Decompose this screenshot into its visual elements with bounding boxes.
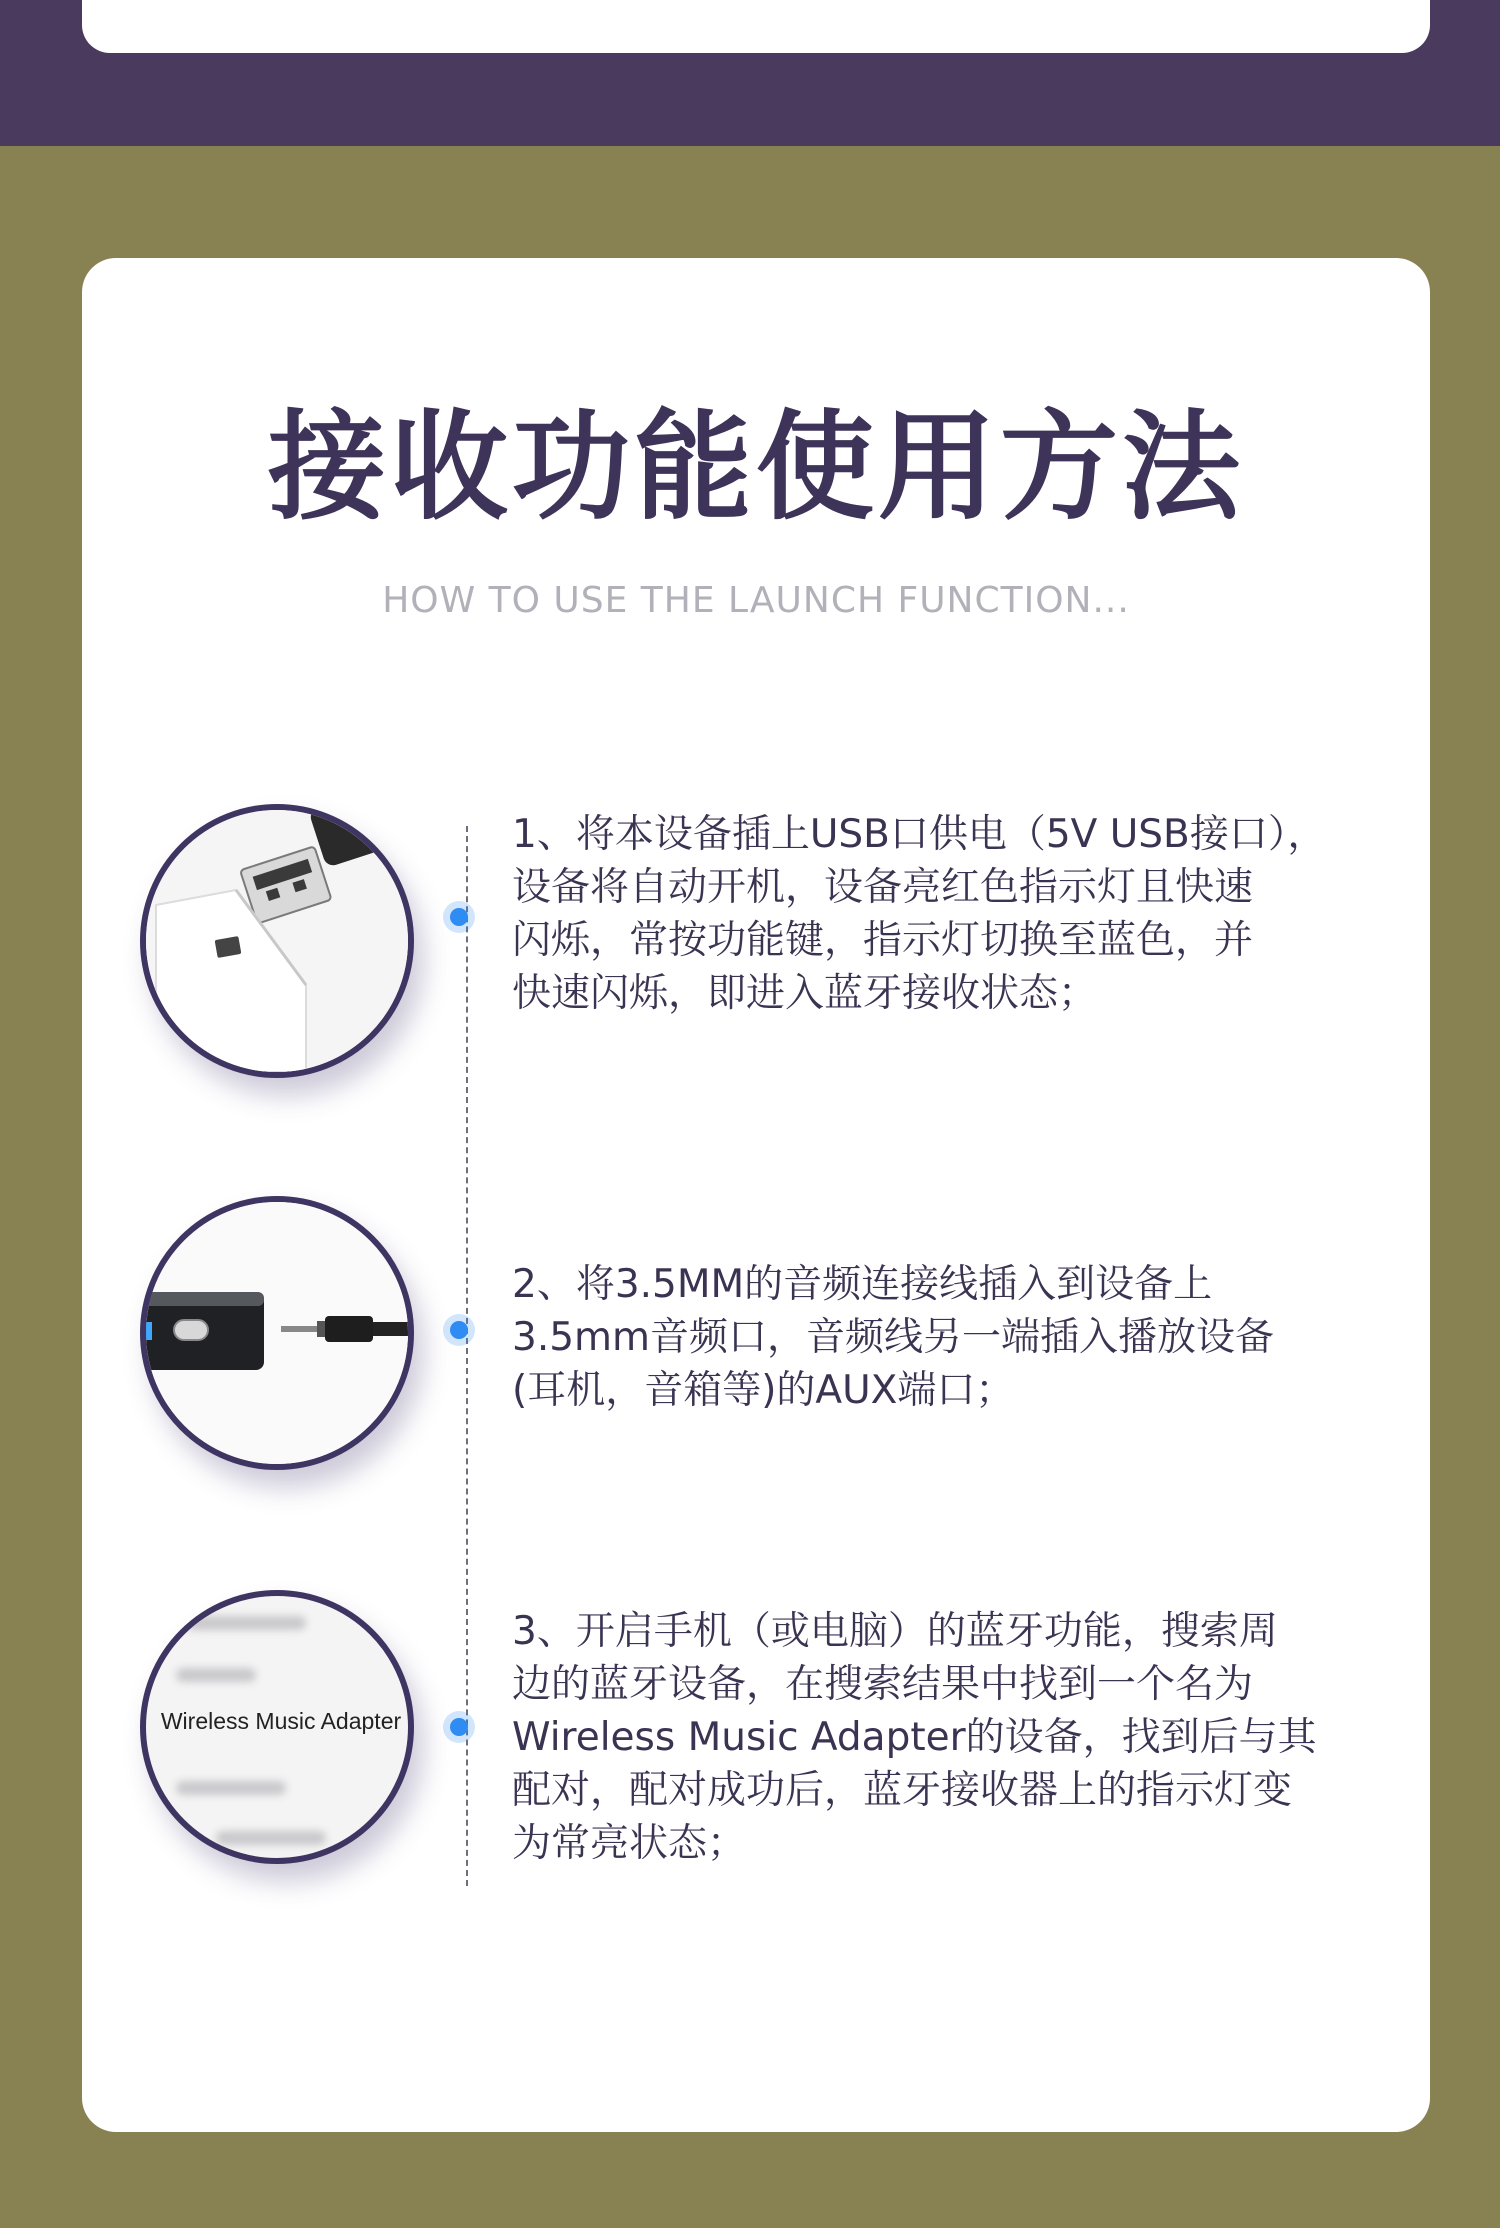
- step-2-text: 2、将3.5MM的音频连接线插入到设备上 3.5mm音频口，音频线另一端插入播放设备 (耳机，音箱等)的AUX端口；: [512, 1262, 1275, 1413]
- aux-cable-photo: [140, 1196, 414, 1470]
- usb-device-photo: [140, 804, 414, 1078]
- timeline-dot-2: [450, 1321, 468, 1339]
- step-1-text: 1、将本设备插上USB口供电（5V USB接口）， 设备将自动开机，设备亮红色指示灯且快速 闪烁，常按功能键，指示灯切换至蓝色，并 快速闪烁，即进入蓝牙接收状态；: [512, 812, 1327, 1016]
- blurred-device-row: [216, 1831, 326, 1845]
- blurred-device-row: [176, 1668, 256, 1682]
- step-3-text: 3、开启手机（或电脑）的蓝牙功能，搜索周 边的蓝牙设备，在搜索结果中找到一个名为 Wireless Music Adapter的设备，找到后与其 配对，配对成功后，蓝牙接收器上的指示灯变 为常亮状态；: [512, 1609, 1317, 1866]
- bluetooth-list-photo: [140, 1590, 414, 1864]
- blurred-device-row: [186, 1616, 306, 1630]
- aux-cable-icon: [146, 1202, 408, 1464]
- device-name-label: Wireless Music Adapter: [160, 1708, 402, 1734]
- timeline-dot-3: [450, 1718, 468, 1736]
- blurred-device-row: [176, 1781, 286, 1795]
- usb-device-icon: [146, 810, 408, 1072]
- instructions-card: [82, 258, 1430, 2132]
- page-subtitle: HOW TO USE THE LAUNCH FUNCTION...: [382, 580, 1130, 621]
- timeline-dot-1: [450, 908, 468, 926]
- page-title: 接收功能使用方法: [267, 398, 1244, 536]
- previous-section-card: [82, 0, 1430, 53]
